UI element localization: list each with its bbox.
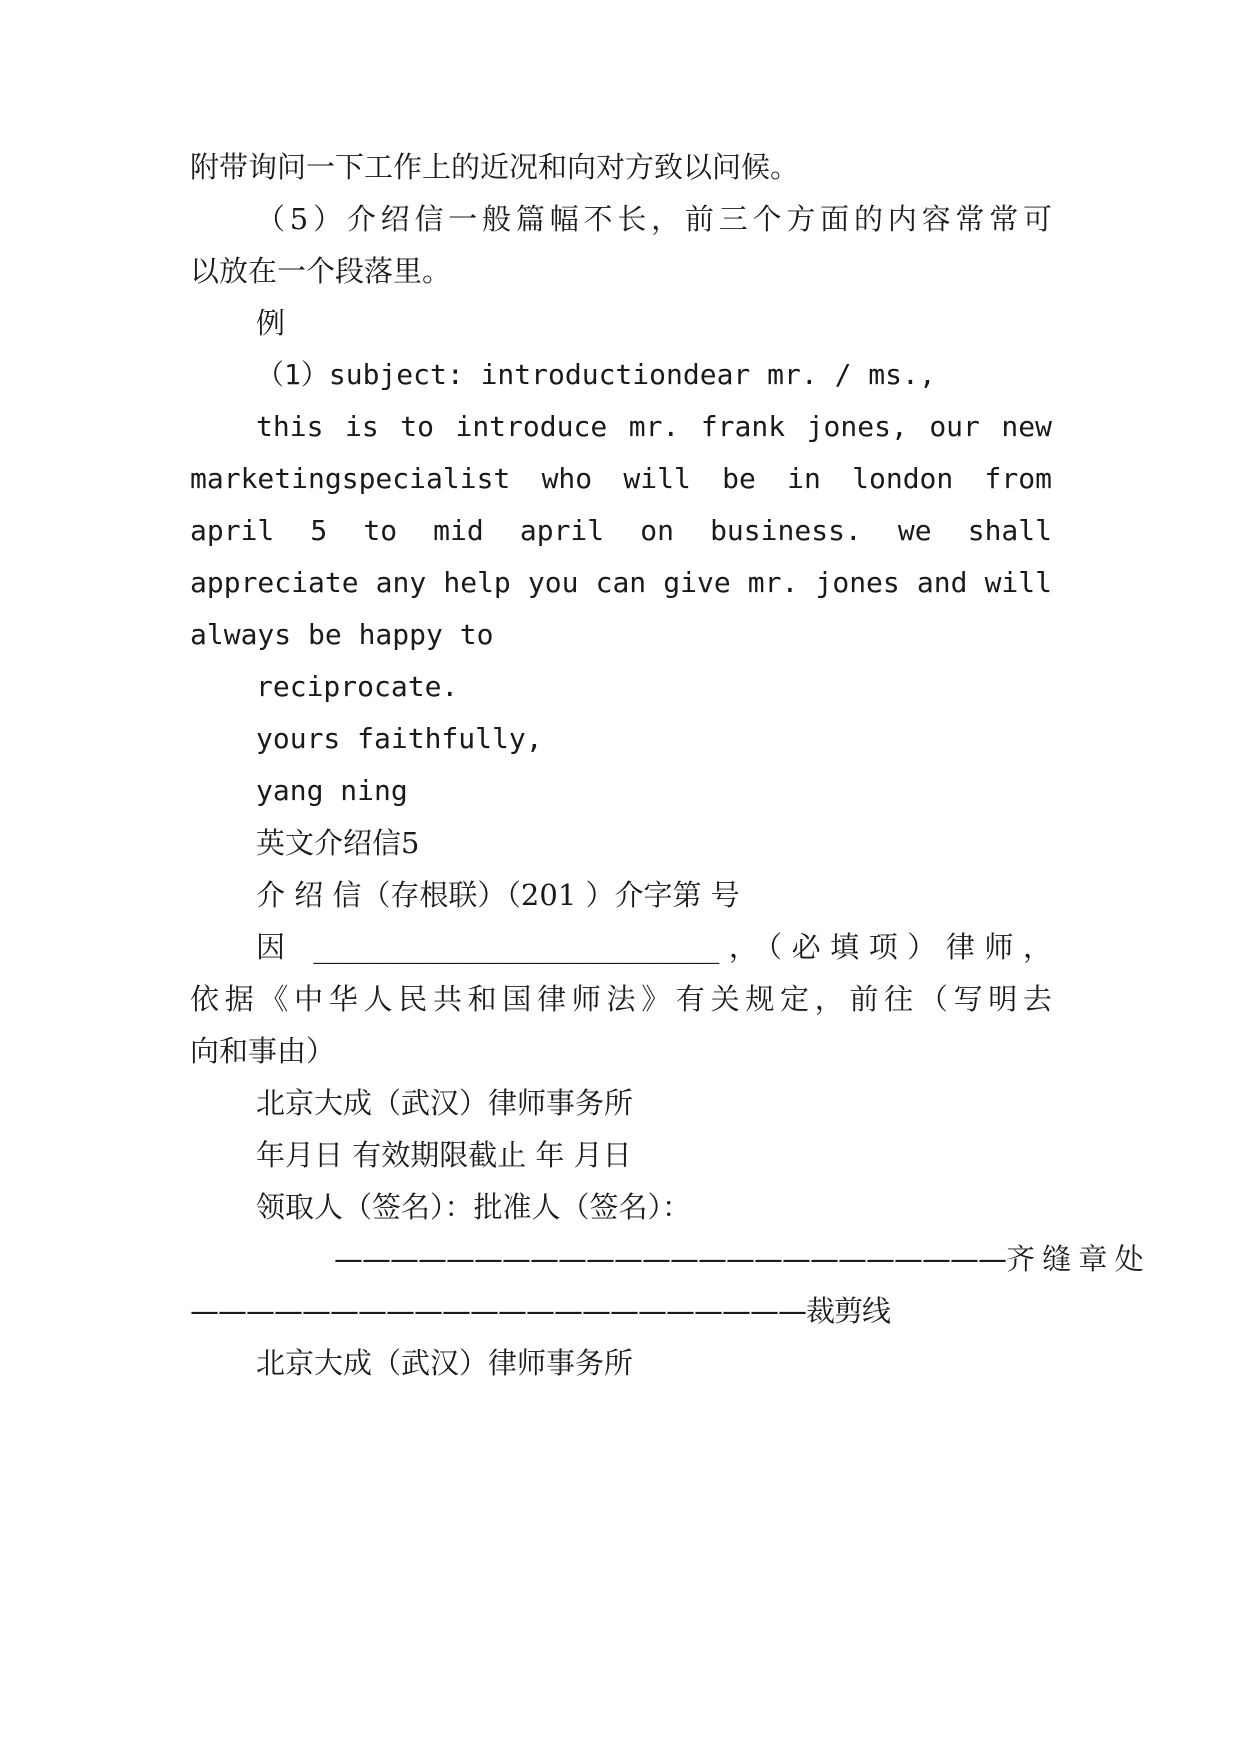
law-firm-name: 北京大成（武汉）律师事务所	[256, 1086, 634, 1120]
letter-subject-line: （1）subject: introductiondear mr. / ms.,	[256, 358, 936, 391]
example-heading: 例	[256, 306, 286, 340]
letter-closing: yours faithfully,	[256, 722, 543, 755]
date-validity-line: 年月日 有效期限截止 年 月日	[256, 1138, 632, 1172]
paragraph-line: 以放在一个段落里。	[190, 254, 452, 288]
letter-body-line: marketingspecialist who will be in london from	[190, 462, 1052, 495]
form-line: 依据《中华人民共和国律师法》有关规定，前往（写明去	[190, 982, 1052, 1016]
letter-body-line: reciprocate.	[256, 670, 459, 703]
form-title: 介 绍 信（存根联）（201 ）介字第 号	[256, 878, 740, 912]
letter-body-line: april 5 to mid april on business. we shall	[190, 514, 1052, 547]
seal-separator: ————————————————————————齐 缝 章 处	[334, 1242, 1143, 1276]
letter-body-line: always be happy to	[190, 618, 494, 651]
paragraph-line: 附带询问一下工作上的近况和向对方致以问候。	[190, 150, 800, 184]
section-heading: 英文介绍信5	[256, 826, 420, 860]
signature-fields: 领取人（签名）：批准人（签名）：	[256, 1190, 692, 1224]
letter-body-line: appreciate any help you can give mr. jones and will	[190, 566, 1052, 599]
form-line: 因 ____________________________，（必填项）律师，	[256, 930, 1052, 964]
paragraph-line: （5）介绍信一般篇幅不长，前三个方面的内容常常可	[256, 202, 1052, 236]
form-line: 向和事由）	[190, 1034, 336, 1068]
letter-signature: yang ning	[256, 774, 408, 807]
letter-body-line: this is to introduce mr. frank jones, our new	[256, 410, 1052, 443]
cut-line: ——————————————————————裁剪线	[190, 1294, 891, 1328]
law-firm-name: 北京大成（武汉）律师事务所	[256, 1346, 634, 1380]
